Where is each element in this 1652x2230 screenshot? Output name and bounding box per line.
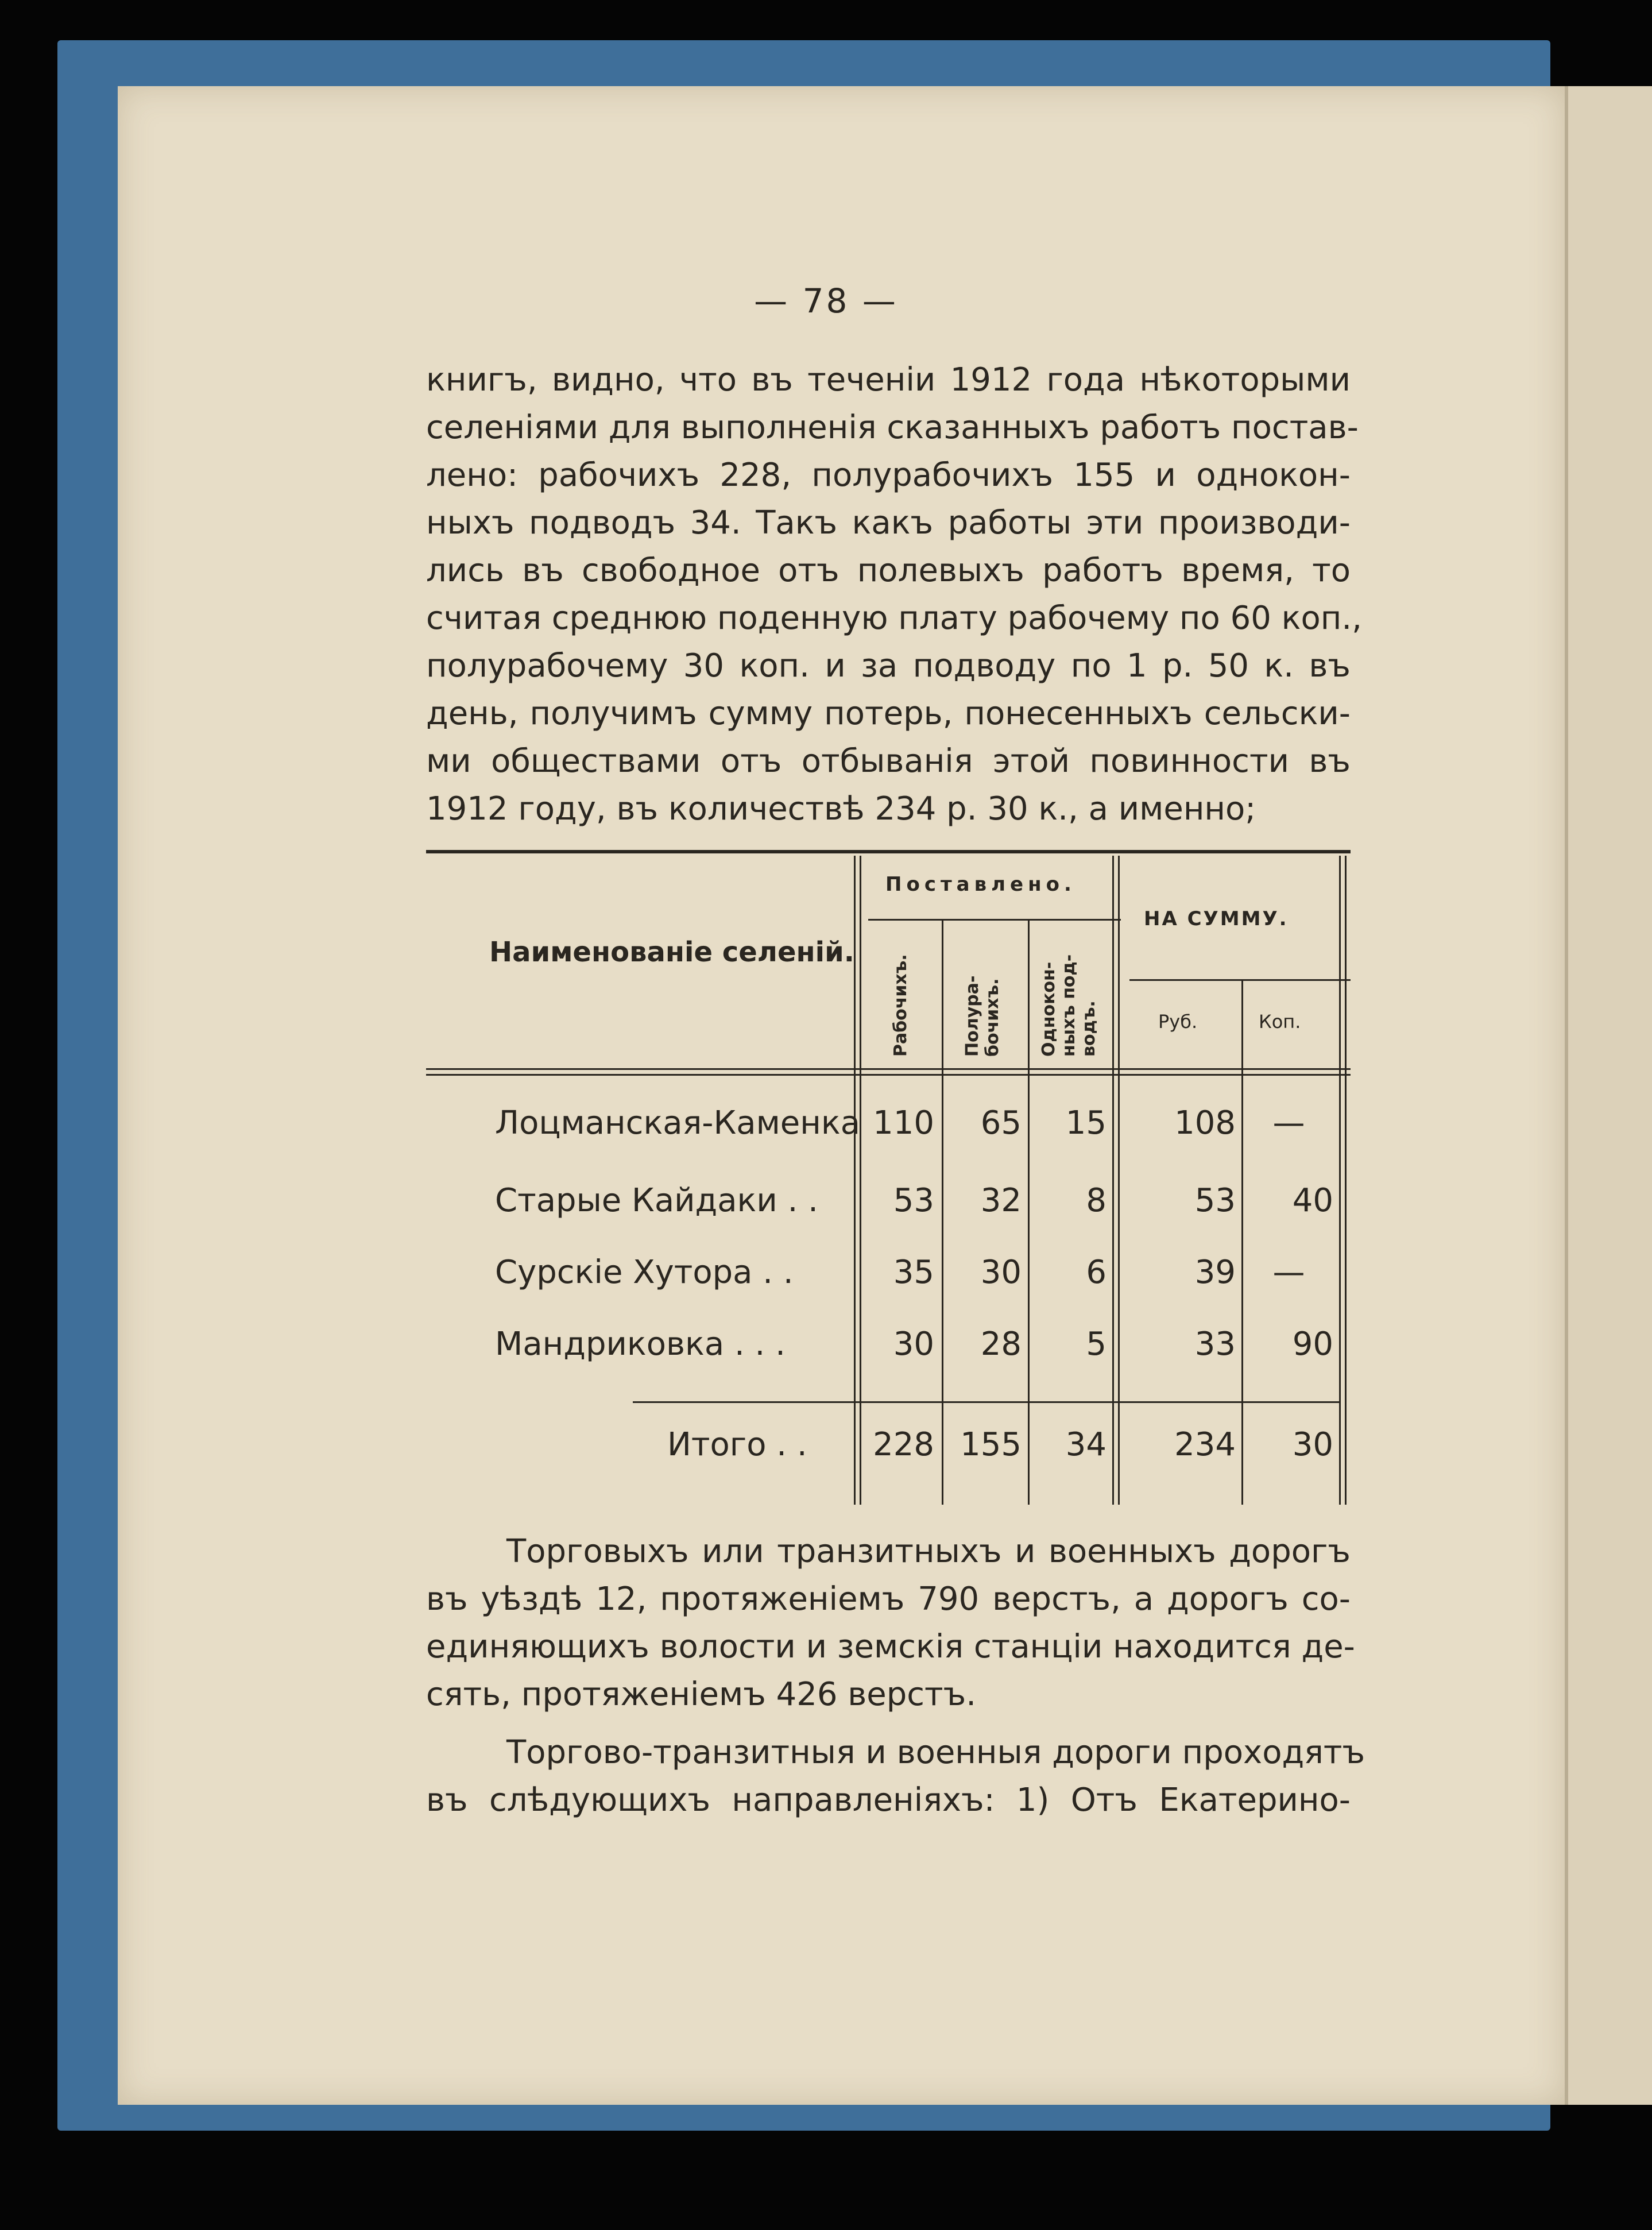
statistics-table	[426, 850, 1351, 1508]
total-half: 155	[960, 1426, 1022, 1463]
total-rule	[633, 1401, 1339, 1403]
header-kop: Коп.	[1259, 1011, 1301, 1033]
text-line: Торговыхъ или транзитныхъ и военныхъ дорогъ	[506, 1533, 1351, 1570]
row-name: Лоцманская-Каменка	[495, 1104, 861, 1142]
total-rub: 234	[1174, 1426, 1236, 1463]
header-half-2: бочихъ.	[982, 978, 1003, 1057]
text-line: единяющихъ волости и земскія станціи находится де-	[426, 1628, 1355, 1665]
text-line: въ слѣдующихъ направленіяхъ: 1) Отъ Екатерино-	[426, 1781, 1351, 1819]
col-divider	[1112, 856, 1114, 1505]
cell-workers: 35	[893, 1254, 934, 1291]
total-label: Итого . .	[667, 1426, 807, 1463]
cell-workers: 110	[873, 1104, 934, 1142]
paragraph-2	[426, 1528, 1355, 1718]
header-supplied: Поставлено.	[885, 873, 1076, 896]
cell-half: 28	[980, 1325, 1022, 1363]
next-page-edge	[1565, 86, 1652, 2105]
header-name: Наименованіе селеній.	[489, 936, 854, 968]
col-divider	[1241, 979, 1243, 1505]
text-line: ми обществами отъ отбыванія этой повинности въ	[426, 743, 1351, 780]
cell-rub: 33	[1194, 1325, 1236, 1363]
header-sum: НА СУММУ.	[1144, 907, 1289, 930]
text-line: 1912 году, въ количествѣ 234 р. 30 к., а именно;	[426, 790, 1256, 828]
cell-workers: 53	[893, 1182, 934, 1219]
header-rub: Руб.	[1158, 1011, 1198, 1033]
cell-kop: —	[1272, 1254, 1305, 1291]
row-name: Мандриковка . . .	[495, 1325, 786, 1363]
cell-carts: 15	[1065, 1104, 1107, 1142]
cell-rub: 108	[1174, 1104, 1236, 1142]
text-line: считая среднюю поденную плату рабочему по 60 коп.,	[426, 600, 1362, 637]
cell-workers: 30	[893, 1325, 934, 1363]
cell-carts: 5	[1086, 1325, 1107, 1363]
header-workers: Рабочихъ.	[891, 954, 911, 1057]
text-line: полурабочему 30 коп. и за подводу по 1 р. 50 к. въ	[426, 647, 1351, 685]
col-divider	[1345, 856, 1347, 1505]
cell-carts: 6	[1086, 1254, 1107, 1291]
col-divider	[860, 856, 861, 1505]
cell-kop: —	[1272, 1104, 1305, 1142]
header-carts-1: Однокон-	[1039, 961, 1059, 1057]
cell-half: 30	[980, 1254, 1022, 1291]
col-divider	[1028, 919, 1030, 1505]
row-name: Сурскіе Хутора . .	[495, 1254, 794, 1291]
header-bottom-rule-2	[426, 1074, 1351, 1076]
text-line: сять, протяженіемъ 426 верстъ.	[426, 1676, 977, 1713]
cell-half: 32	[980, 1182, 1022, 1219]
cell-kop: 90	[1292, 1325, 1333, 1363]
cell-kop: 40	[1292, 1182, 1333, 1219]
table-top-rule	[426, 850, 1351, 853]
total-workers: 228	[873, 1426, 934, 1463]
header-carts-3: водъ.	[1079, 1000, 1099, 1057]
cell-half: 65	[980, 1104, 1022, 1142]
row-name: Старые Кайдаки . .	[495, 1182, 818, 1219]
text-line: селеніями для выполненія сказанныхъ работъ постав-	[426, 409, 1359, 446]
paragraph-3	[426, 1729, 1365, 1824]
header-carts-2: ныхъ под-	[1059, 954, 1079, 1057]
cell-carts: 8	[1086, 1182, 1107, 1219]
text-line: Торгово-транзитныя и военныя дороги проходятъ	[506, 1734, 1365, 1771]
text-line: книгъ, видно, что въ теченіи 1912 года нѣкоторыми	[426, 361, 1351, 399]
text-line: въ уѣздѣ 12, протяженіемъ 790 верстъ, а дорогъ со-	[426, 1580, 1351, 1618]
cell-rub: 53	[1194, 1182, 1236, 1219]
header-half-1: Полура-	[962, 975, 982, 1057]
paragraph-1	[426, 356, 1362, 833]
cell-rub: 39	[1194, 1254, 1236, 1291]
text-line: лись въ свободное отъ полевыхъ работъ время, то	[426, 552, 1351, 589]
page-number: — 78 —	[754, 281, 898, 320]
col-divider	[942, 919, 943, 1505]
total-carts: 34	[1065, 1426, 1107, 1463]
text-line: день, получимъ сумму потерь, понесенныхъ сельски-	[426, 695, 1351, 732]
total-kop: 30	[1292, 1426, 1333, 1463]
col-divider	[1339, 856, 1341, 1505]
col-divider	[1118, 856, 1120, 1505]
header-bottom-rule	[426, 1068, 1351, 1070]
text-line: ныхъ подводъ 34. Такъ какъ работы эти производи-	[426, 504, 1351, 542]
text-line: лено: рабочихъ 228, полурабочихъ 155 и однокон-	[426, 457, 1351, 494]
sum-underline	[1129, 979, 1351, 981]
supplied-underline	[868, 919, 1121, 921]
